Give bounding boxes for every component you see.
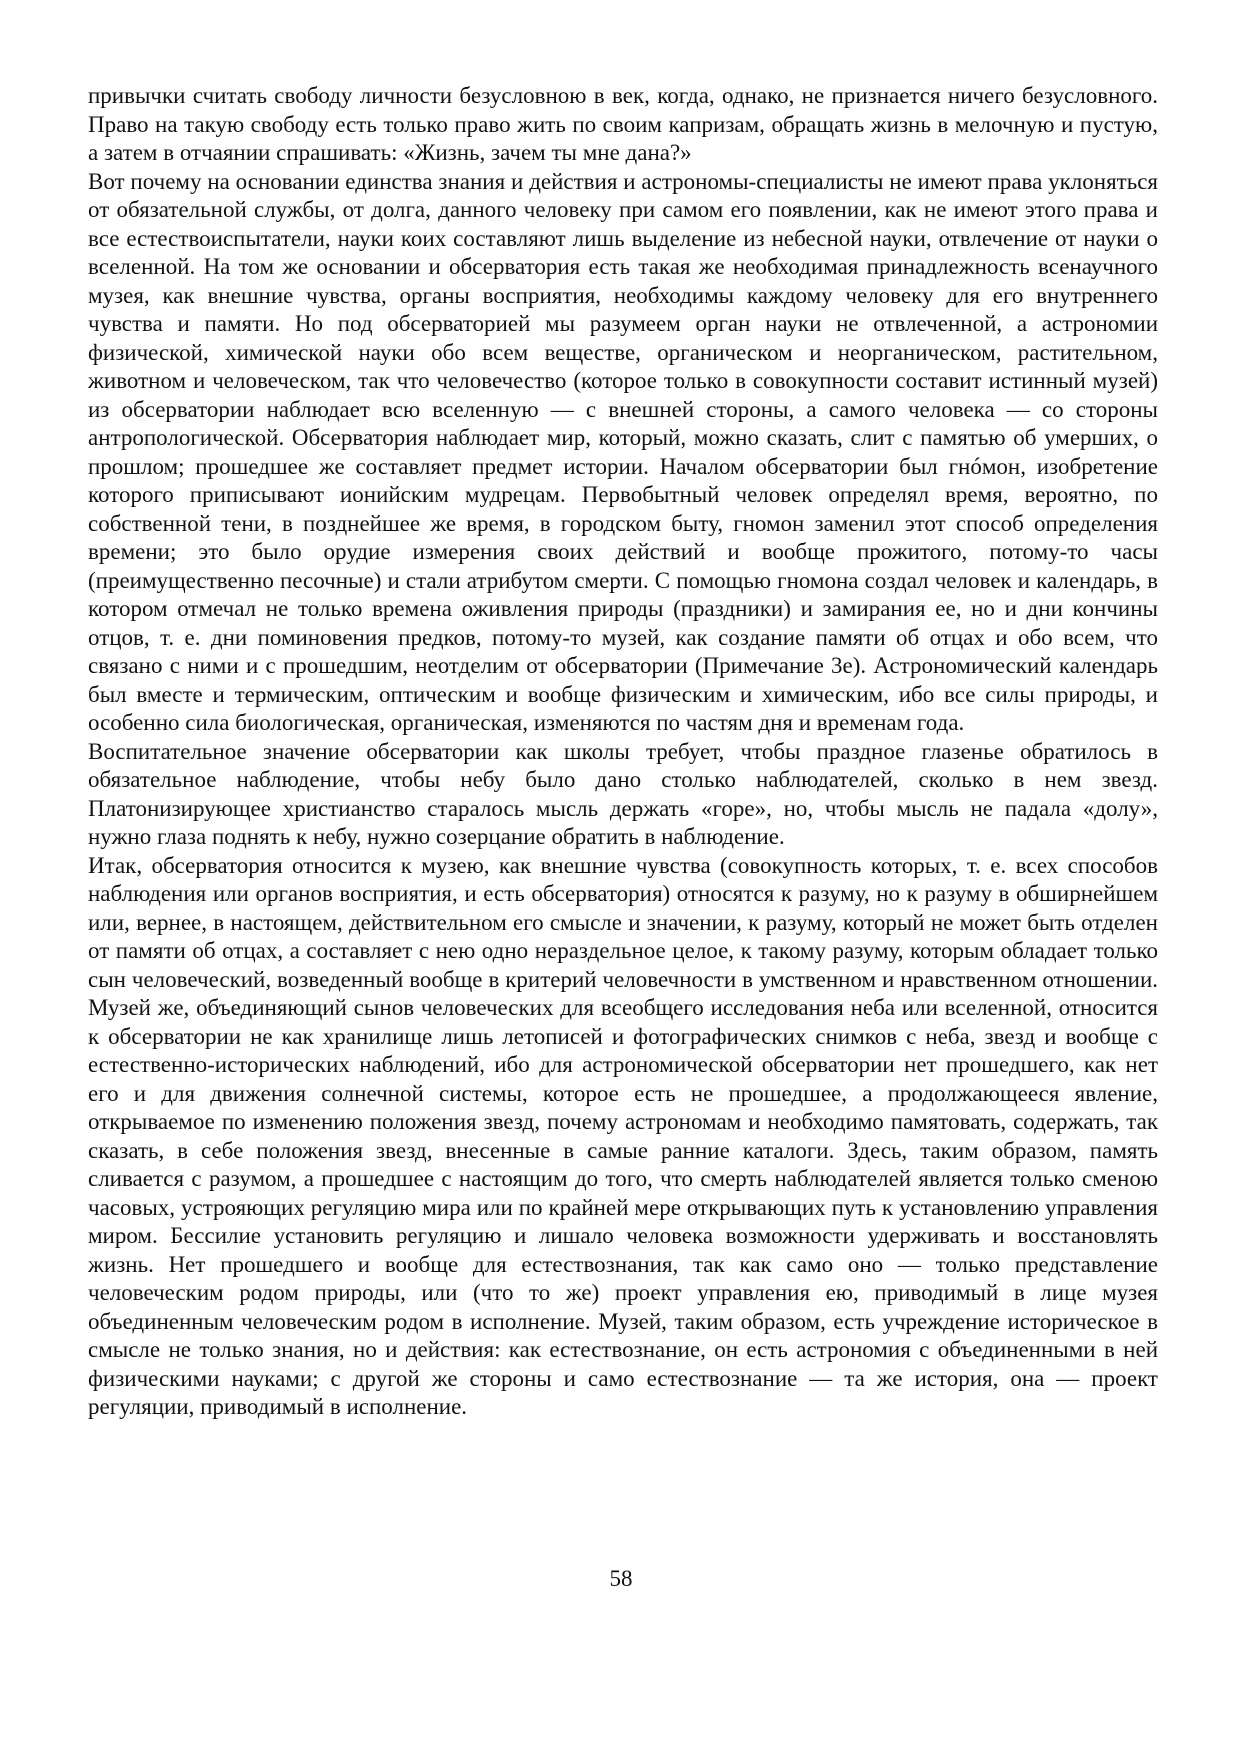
page-number: 58 — [609, 1566, 633, 1591]
paragraph-1: привычки считать свободу личности безусловною в век, когда, однако, не признается ничего безусловного. Право на такую свободу есть только право жить по своим капризам, обращать жизнь в мелочную и пустую, а затем в отчаянии спрашивать: «Жизнь, зачем ты мне дана?» — [88, 83, 1158, 165]
paragraph-2: Вот почему на основании единства знания и действия и астрономы-специалисты не имеют права уклоняться от обязательной службы, от долга, данного человеку при самом его появлении, как не имеют этого права и все естествоиспытатели, науки коих составляют лишь выделение из небесной науки, отвлечение от науки о вселенной. На том же основании и обсерватория есть такая же необходимая принадлежность всенаучного музея, как внешние чувства, органы восприятия, необходимы каждому человеку для его внутреннего чувства и памяти. Но под обсерваторией мы разумеем орган науки не отвлеченной, а астрономии физической, химической науки обо всем веществе, органическом и неорганическом, растительном, животном и человеческом, так что человечество (которое только в совокупности составит истинный музей) из обсерватории наблюдает всю вселенную — с внешней стороны, а самого человека — со стороны антропологической. Обсерватория наблюдает мир, который, можно сказать, слит с памятью об умерших, о прошлом; прошедшее же составляет предмет истории. Началом обсерватории был гнóмон, изобретение которого приписывают ионийским мудрецам. Первобытный человек определял время, вероятно, по собственной тени, в позднейшее же время, в городском быту, гномон заменил этот способ определения времени; это было орудие измерения своих действий и вообще прожитого, потому-то часы (преимущественно песочные) и стали атрибутом смерти. С помощью гномона создал человек и календарь, в котором отмечал не только времена оживления природы (праздники) и замирания ее, но и дни кончины отцов, т. е. дни поминовения предков, потому-то музей, как создание памяти об отцах и обо всем, что связано с ними и с прошедшим, неотделим от обсерватории (Примечание 3е). Астрономический календарь был вместе и термическим, оптическим и вообще физическим и химическим, ибо все силы природы, и особенно сила биологическая, органическая, изменяются по частям дня и временам года. — [88, 168, 1158, 735]
paragraph-3: Воспитательное значение обсерватории как школы требует, чтобы праздное глазенье обратилось в обязательное наблюдение, чтобы небу было дано столько наблюдателей, сколько в нем звезд. Платонизирующее христианство старалось мысль держать «горе», но, чтобы мысль не падала «долу», нужно глаза поднять к небу, нужно созерцание обратить в наблюдение. — [88, 738, 1158, 849]
paragraph-4: Итак, обсерватория относится к музею, как внешние чувства (совокупность которых, т. е. всех способов наблюдения или органов восприятия, и есть обсерватория) относятся к разуму, но к разуму в обширнейшем или, вернее, в настоящем, действительном его смысле и значении, к разуму, который не может быть отделен от памяти об отцах, а составляет с нею одно нераздельное целое, к такому разуму, которым обладает только сын человеческий, возведенный вообще в критерий человечности в умственном и нравственном отношении. Музей же, объединяющий сынов человеческих для всеобщего исследования неба или вселенной, относится к обсерватории не как хранилище лишь летописей и фотографических снимков с неба, звезд и вообще с естественно-исторических наблюдений, ибо для астрономической обсерватории нет прошедшего, как нет его и для движения солнечной системы, которое есть не прошедшее, а продолжающееся явление, открываемое по изменению положения звезд, почему астрономам и необходимо памятовать, содержать, так сказать, в себе положения звезд, внесенные в самые ранние каталоги. Здесь, таким образом, память сливается с разумом, а прошедшее с настоящим до того, что смерть наблюдателей является только сменою часовых, устрояющих регуляцию мира или по крайней мере открывающих путь к установлению управления миром. Бессилие установить регуляцию и лишало человека возможности удерживать и восстановлять жизнь. Нет прошедшего и вообще для естествознания, так как само оно — только представление человеческим родом природы, или (что то же) проект управления ею, приводимый в лице музея объединенным человеческим родом в исполнение. Музей, таким образом, есть учреждение историческое в смысле не только знания, но и действия: как естествознание, он есть астрономия с объединенными в ней физическими науками; с другой же стороны и само естествознание — та же история, она — проект регуляции, приводимый в исполнение. — [88, 852, 1158, 1419]
page-body — [88, 82, 1158, 1422]
